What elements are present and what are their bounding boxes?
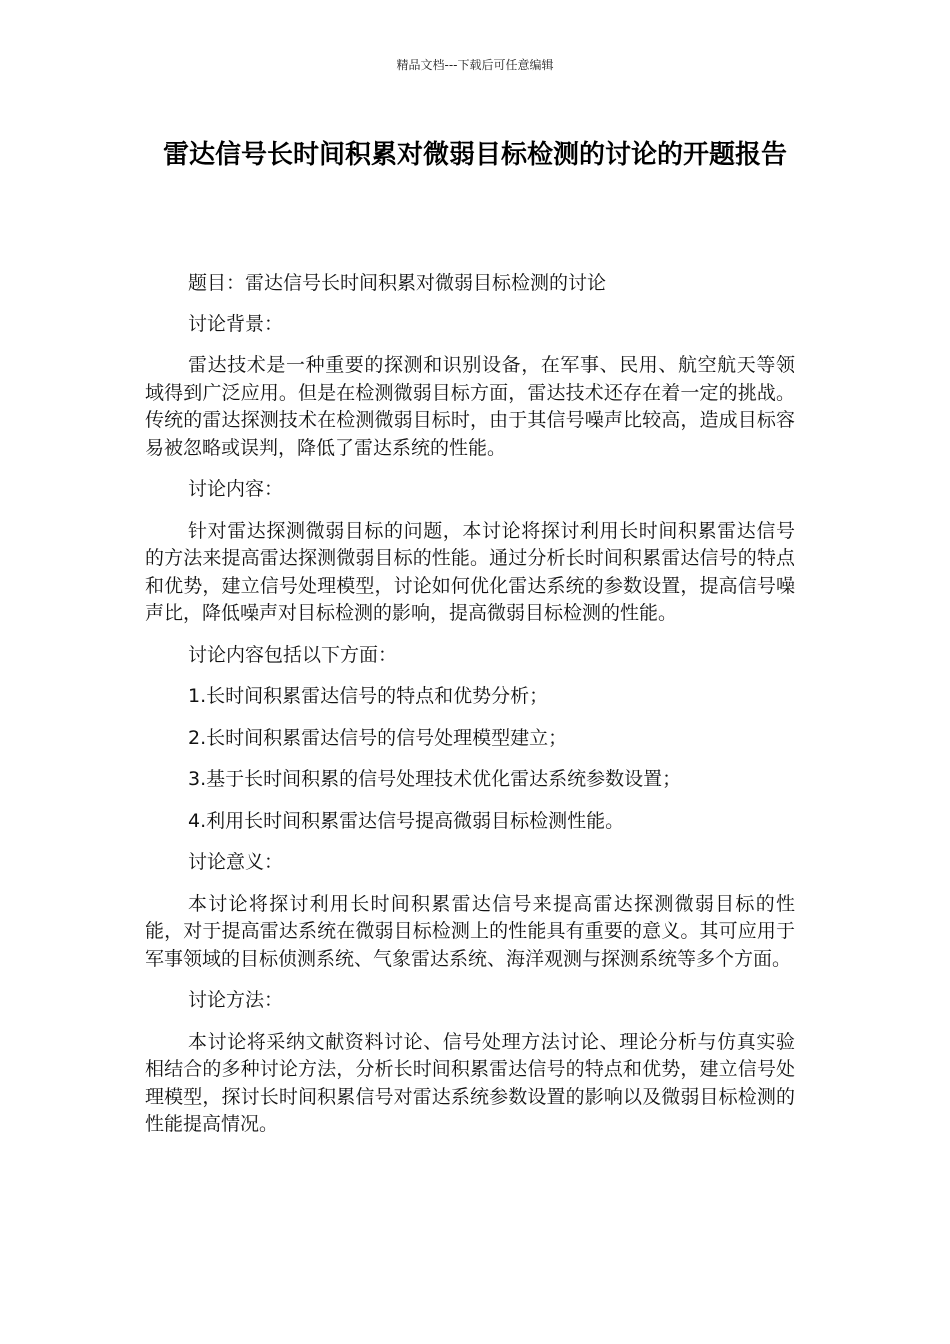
topic-line: 题目：雷达信号长时间积累对微弱目标检测的讨论	[188, 272, 607, 294]
document-body	[145, 270, 795, 1139]
content-paragraph: 针对雷达探测微弱目标的问题，本讨论将探讨利用长时间积累雷达信号的方法来提高雷达探测微弱目标的性能。通过分析长时间积累雷达信号的特点和优势，建立信号处理模型，讨论如何优化雷达系统的参数设置，提高信号噪声比，降低噪声对目标检测的影响，提高微弱目标检测的性能。	[145, 519, 795, 624]
method-paragraph: 本讨论将采纳文献资料讨论、信号处理方法讨论、理论分析与仿真实验相结合的多种讨论方法，分析长时间积累雷达信号的特点和优势，建立信号处理模型，探讨长时间积累信号对雷达系统参数设置的影响以及微弱目标检测的性能提高情况。	[145, 1030, 795, 1135]
background-paragraph: 雷达技术是一种重要的探测和识别设备，在军事、民用、航空航天等领域得到广泛应用。但是在检测微弱目标方面，雷达技术还存在着一定的挑战。传统的雷达探测技术在检测微弱目标时，由于其信号噪声比较高，造成目标容易被忽略或误判，降低了雷达系统的性能。	[145, 354, 795, 459]
list-item: 4.利用长时间积累雷达信号提高微弱目标检测性能。	[188, 809, 625, 832]
background-heading: 讨论背景：	[188, 312, 284, 335]
significance-paragraph: 本讨论将探讨利用长时间积累雷达信号来提高雷达探测微弱目标的性能，对于提高雷达系统在微弱目标检测上的性能具有重要的意义。其可应用于军事领域的目标侦测系统、气象雷达系统、海洋观测与探测系统等多个方面。	[145, 892, 795, 970]
significance-heading: 讨论意义：	[188, 851, 284, 873]
document-title: 雷达信号长时间积累对微弱目标检测的讨论的开题报告	[162, 140, 787, 170]
list-item: 2.长时间积累雷达信号的信号处理模型建立；	[188, 726, 568, 749]
content-heading: 讨论内容：	[188, 478, 284, 500]
content-list-heading: 讨论内容包括以下方面：	[188, 643, 398, 666]
method-heading: 讨论方法：	[188, 989, 284, 1011]
list-item: 1.长时间积累雷达信号的特点和优势分析；	[188, 685, 549, 707]
list-item: 3.基于长时间积累的信号处理技术优化雷达系统参数设置；	[188, 768, 682, 790]
page-header-note: 精品文档---下载后可任意编辑	[396, 58, 554, 72]
